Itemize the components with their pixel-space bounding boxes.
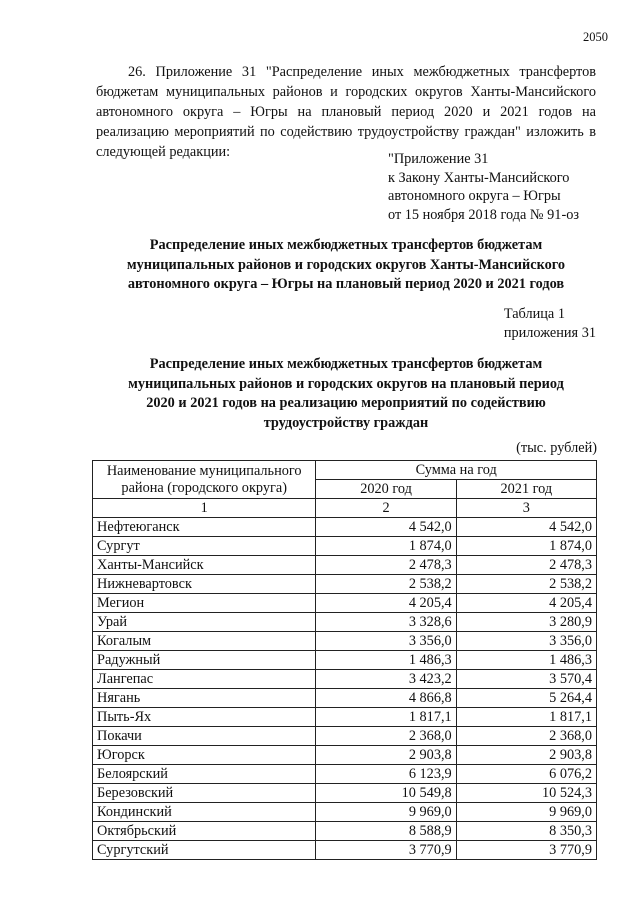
municipality-name: Покачи — [93, 727, 316, 746]
column-number-row — [93, 499, 597, 518]
value-2021: 1 874,0 — [456, 537, 596, 556]
value-2021: 1 817,1 — [456, 708, 596, 727]
value-2021: 6 076,2 — [456, 765, 596, 784]
municipality-name: Кондинский — [93, 803, 316, 822]
table-row — [93, 689, 597, 708]
intro-line: автономного округа – Югры на плановый период 2020 и 2021 годов на — [96, 104, 596, 120]
value-2021: 10 524,3 — [456, 784, 596, 803]
main-title-line: Распределение иных межбюджетных трансфертов бюджетам — [149, 237, 543, 253]
value-2020: 3 423,2 — [316, 670, 456, 689]
table-title-line: трудоустройству граждан — [263, 414, 429, 431]
intro-line: реализацию мероприятий по содействию трудоустройству граждан" изложить в — [96, 124, 596, 140]
table-row — [93, 765, 597, 784]
value-2020: 2 903,8 — [316, 746, 456, 765]
table-title — [96, 355, 596, 433]
value-2020: 9 969,0 — [316, 803, 456, 822]
header-municipality-line: района (городского округа) — [121, 479, 287, 496]
table-row — [93, 708, 597, 727]
header-municipality-line: Наименование муниципального — [106, 462, 302, 479]
value-2020: 3 328,6 — [316, 613, 456, 632]
header-2021: 2021 год — [456, 480, 596, 499]
table-row — [93, 556, 597, 575]
value-2021: 2 538,2 — [456, 575, 596, 594]
municipality-name: Лангепас — [93, 670, 316, 689]
value-2021: 3 770,9 — [456, 841, 596, 860]
value-2020: 3 770,9 — [316, 841, 456, 860]
municipality-name: Нефтеюганск — [93, 518, 316, 537]
municipality-name: Сургутский — [93, 841, 316, 860]
column-number: 1 — [93, 499, 316, 518]
value-2021: 3 280,9 — [456, 613, 596, 632]
table-row — [93, 784, 597, 803]
value-2020: 2 368,0 — [316, 727, 456, 746]
value-2021: 4 542,0 — [456, 518, 596, 537]
appendix-ref-line: автономного округа – Югры — [388, 188, 561, 204]
value-2020: 1 486,3 — [316, 651, 456, 670]
municipality-name: Березовский — [93, 784, 316, 803]
municipality-name: Октябрьский — [93, 822, 316, 841]
distribution-table — [92, 460, 597, 860]
column-number: 2 — [316, 499, 456, 518]
value-2021: 1 486,3 — [456, 651, 596, 670]
municipality-name: Нягань — [93, 689, 316, 708]
value-2021: 2 903,8 — [456, 746, 596, 765]
table-row — [93, 670, 597, 689]
intro-paragraph — [96, 62, 596, 162]
table-row — [93, 613, 597, 632]
intro-line: бюджетам муниципальных районов и городских округов Ханты-Мансийского — [96, 84, 596, 100]
table-header-row — [93, 461, 597, 480]
value-2021: 8 350,3 — [456, 822, 596, 841]
value-2021: 9 969,0 — [456, 803, 596, 822]
table-row — [93, 651, 597, 670]
table-reference — [504, 305, 596, 343]
municipality-name: Когалым — [93, 632, 316, 651]
value-2020: 4 542,0 — [316, 518, 456, 537]
header-sum-per-year: Сумма на год — [316, 461, 597, 480]
page-number: 2050 — [583, 30, 608, 44]
header-2020: 2020 год — [316, 480, 456, 499]
value-2020: 4 205,4 — [316, 594, 456, 613]
municipality-name: Радужный — [93, 651, 316, 670]
value-2021: 4 205,4 — [456, 594, 596, 613]
table-row — [93, 537, 597, 556]
appendix-ref-line: "Приложение 31 — [388, 151, 489, 167]
table-row — [93, 822, 597, 841]
municipality-name: Сургут — [93, 537, 316, 556]
value-2020: 6 123,9 — [316, 765, 456, 784]
main-title-line: муниципальных районов и городских округов Ханты-Мансийского — [126, 256, 566, 273]
municipality-name: Белоярский — [93, 765, 316, 784]
header-municipality — [93, 461, 316, 499]
column-number: 3 — [456, 499, 596, 518]
table-row — [93, 746, 597, 765]
value-2020: 1 874,0 — [316, 537, 456, 556]
appendix-reference — [388, 150, 579, 224]
municipality-name: Нижневартовск — [93, 575, 316, 594]
value-2021: 3 570,4 — [456, 670, 596, 689]
table-ref-line: приложения 31 — [503, 325, 596, 341]
main-title-line: автономного округа – Югры на плановый период 2020 и 2021 годов — [127, 276, 565, 292]
table-row — [93, 727, 597, 746]
municipality-name: Ханты-Мансийск — [93, 556, 316, 575]
value-2021: 2 368,0 — [456, 727, 596, 746]
table-title-line: 2020 и 2021 годов на реализацию мероприятий по содействию — [146, 395, 546, 411]
municipality-name: Урай — [93, 613, 316, 632]
table-row — [93, 841, 597, 860]
table-row — [93, 803, 597, 822]
appendix-ref-line: от 15 ноября 2018 года № 91-оз — [388, 206, 580, 223]
intro-line: следующей редакции: — [96, 144, 231, 160]
appendix-ref-line: к Закону Ханты-Мансийского — [388, 169, 570, 186]
value-2020: 3 356,0 — [316, 632, 456, 651]
value-2020: 4 866,8 — [316, 689, 456, 708]
table-title-line: Распределение иных межбюджетных трансфертов бюджетам — [149, 356, 543, 372]
main-title — [96, 236, 596, 295]
value-2021: 2 478,3 — [456, 556, 596, 575]
municipality-name: Пыть-Ях — [93, 708, 316, 727]
value-2020: 10 549,8 — [316, 784, 456, 803]
table-title-line: муниципальных районов и городских округов на плановый период — [128, 375, 564, 392]
table-row — [93, 518, 597, 537]
municipality-name: Югорск — [93, 746, 316, 765]
value-2021: 3 356,0 — [456, 632, 596, 651]
value-2020: 2 538,2 — [316, 575, 456, 594]
units-label: (тыс. рублей) — [516, 440, 597, 456]
table-row — [93, 594, 597, 613]
value-2020: 8 588,9 — [316, 822, 456, 841]
municipality-name: Мегион — [93, 594, 316, 613]
value-2021: 5 264,4 — [456, 689, 596, 708]
value-2020: 1 817,1 — [316, 708, 456, 727]
intro-line: 26. Приложение 31 "Распределение иных межбюджетных трансфертов — [128, 64, 596, 80]
table-row — [93, 632, 597, 651]
table-ref-line: Таблица 1 — [503, 306, 565, 322]
value-2020: 2 478,3 — [316, 556, 456, 575]
table-row — [93, 575, 597, 594]
